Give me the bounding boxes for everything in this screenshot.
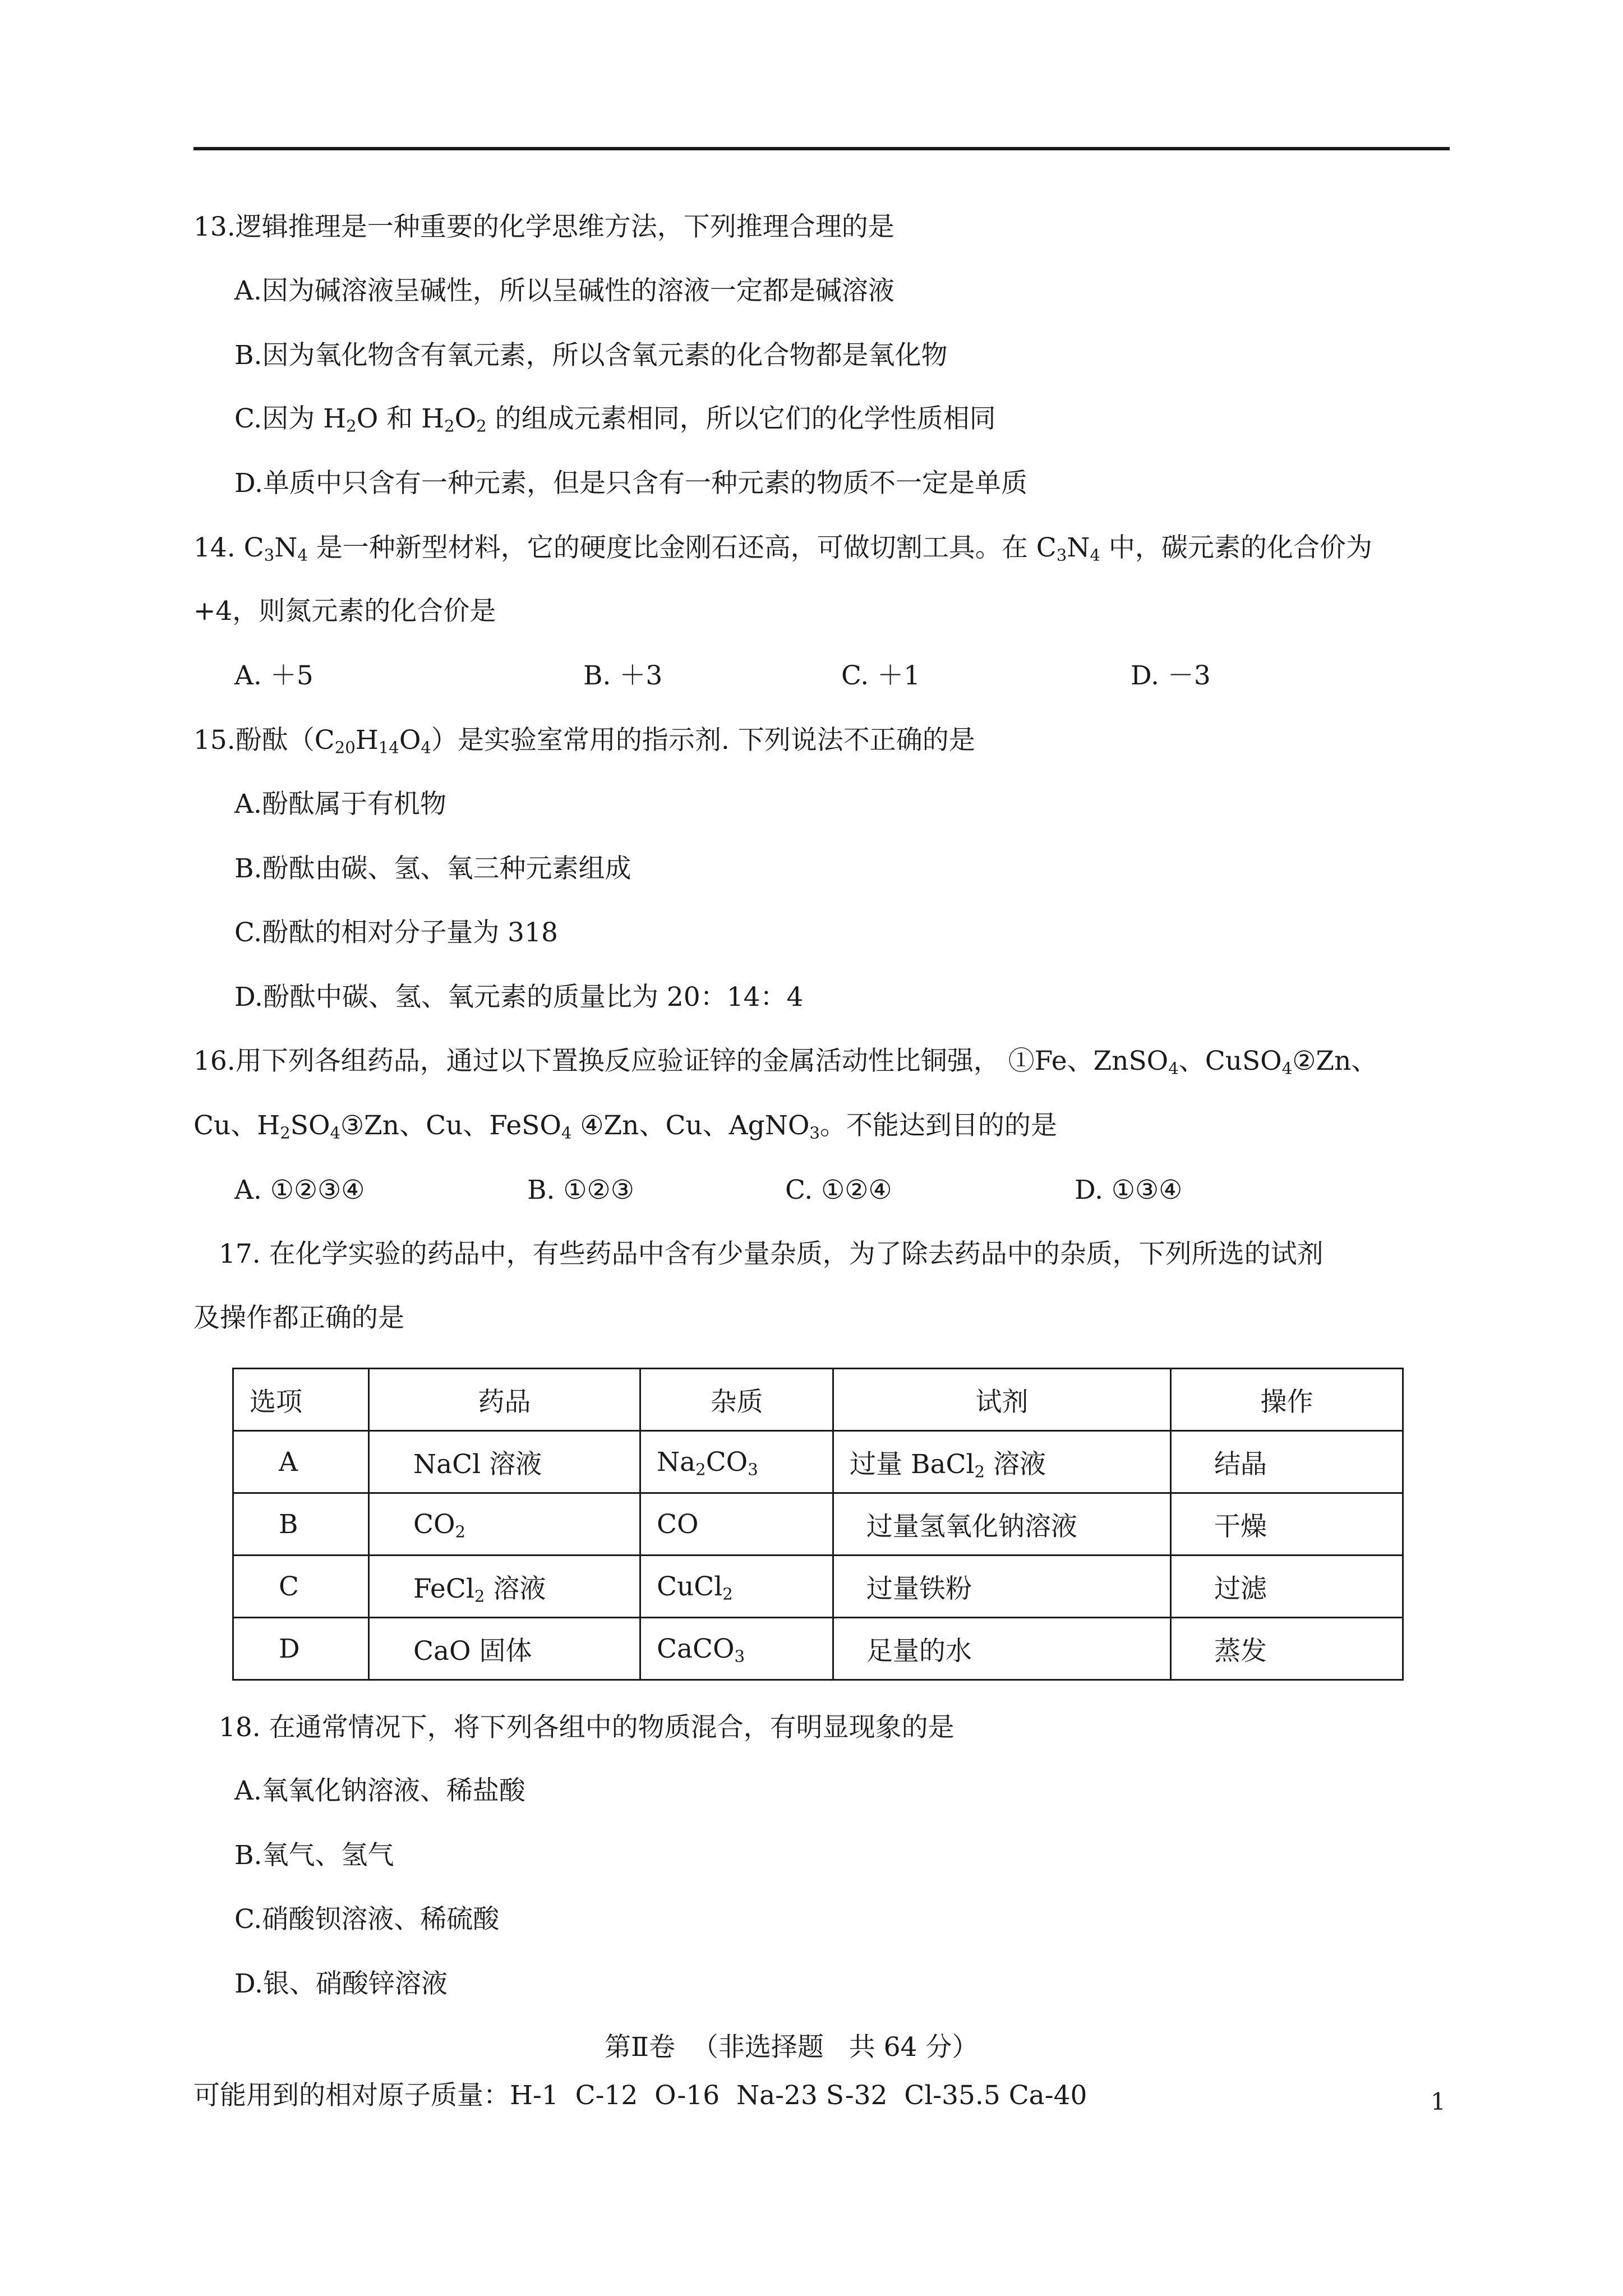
q15-option-c: C.酚酞的相对分子量为 318: [234, 917, 558, 948]
table-cell-reagent: 过量 BaCl$_2$ 溶液: [833, 1431, 1171, 1493]
q16-option-d: D. ①③④: [1075, 1175, 1183, 1205]
q13-stem: 13.逻辑推理是一种重要的化学思维方法，下列推理合理的是: [193, 211, 895, 242]
table-cell-reagent: 足量的水: [833, 1618, 1171, 1680]
q16-stem-line1: 16.用下列各组药品，通过以下置换反应验证锌的金属活动性比铜强， ①Fe、ZnSO$_4$、CuSO$_4$②Zn、: [193, 1046, 1378, 1078]
q14-option-a: A. ＋5: [234, 660, 313, 691]
table-cell-option: B: [233, 1493, 369, 1556]
table-cell-reagent: 过量氢氧化钠溶液: [833, 1493, 1171, 1556]
table-header-cell: 杂质: [640, 1369, 833, 1431]
q18-option-b: B.氧气、氢气: [234, 1840, 394, 1871]
table-cell-operation: 结晶: [1171, 1431, 1403, 1493]
table-cell-operation: 蒸发: [1171, 1618, 1403, 1680]
q16-option-c: C. ①②④: [785, 1175, 892, 1205]
table-row: [233, 1618, 1403, 1680]
q18-option-c: C.硝酸钡溶液、稀硫酸: [234, 1904, 500, 1935]
table-cell-operation: 过滤: [1171, 1556, 1403, 1618]
table-cell-impurity: CuCl$_2$: [640, 1556, 833, 1618]
table-header-cell: 试剂: [833, 1369, 1171, 1431]
q18-option-d: D.银、硝酸锌溶液: [234, 1968, 448, 1999]
atomic-masses-line: 可能用到的相对原子质量：H-1 C-12 O-16 Na-23 S-32 Cl-35.5 Ca-40: [193, 2080, 1087, 2111]
table-cell-operation: 干燥: [1171, 1493, 1403, 1556]
page-number: 1: [1431, 2088, 1446, 2115]
table-cell-reagent: 过量铁粉: [833, 1556, 1171, 1618]
q17-stem-line2: 及操作都正确的是: [193, 1303, 404, 1333]
q14-stem-line1: 14. $C_3N_4$ 是一种新型材料，它的硬度比金刚石还高，可做切割工具。在 $C_3N_4$ 中，碳元素的化合价为: [193, 532, 1372, 565]
q15-option-b: B.酚酞由碳、氢、氧三种元素组成: [234, 853, 631, 884]
q14-stem-line2: +4，则氮元素的化合价是: [193, 596, 496, 627]
table-cell-impurity: $Na_2CO_3$: [640, 1431, 833, 1493]
q14-option-c: C. ＋1: [841, 660, 921, 691]
q16-stem-line2: Cu、$H_2SO_4③Zn$、Cu、FeSO$_4$ ④Zn、Cu、AgNO$_3$。不能达到目的的是: [193, 1110, 1057, 1143]
table-cell-drug: FeCl$_2$ 溶液: [369, 1556, 640, 1618]
table-cell-impurity: CaCO$_3$: [640, 1618, 833, 1680]
table-header-cell: 选项: [233, 1369, 369, 1431]
q16-option-a: A. ①②③④: [234, 1175, 365, 1205]
q16-option-b: B. ①②③: [527, 1175, 634, 1205]
section-2-title: 第Ⅱ卷 （非选择题 共 64 分）: [605, 2032, 979, 2063]
header-rule: [193, 147, 1450, 150]
q14-option-d: D. －3: [1131, 660, 1211, 691]
table-cell-drug: CaO 固体: [369, 1618, 640, 1680]
q14-option-b: B. ＋3: [583, 660, 663, 691]
q18-option-a: A.氧氧化钠溶液、稀盐酸: [234, 1775, 525, 1806]
q17-stem-line1: 17. 在化学实验的药品中，有些药品中含有少量杂质，为了除去药品中的杂质，下列所选的试剂: [219, 1239, 1324, 1269]
q13-option-d: D.单质中只含有一种元素，但是只含有一种元素的物质不一定是单质: [234, 468, 1027, 499]
q17-table: [232, 1368, 1404, 1681]
table-row: [233, 1493, 1403, 1556]
q13-option-a: A.因为碱溶液呈碱性，所以呈碱性的溶液一定都是碱溶液: [234, 275, 895, 306]
q15-option-a: A.酚酞属于有机物: [234, 789, 446, 820]
q13-option-b: B.因为氧化物含有氧元素，所以含氧元素的化合物都是氧化物: [234, 340, 948, 371]
table-cell-option: D: [233, 1618, 369, 1680]
q13-option-c: C.因为 $H_2O$ 和 $H_2O_2$ 的组成元素相同，所以它们的化学性质相同: [234, 403, 996, 436]
table-cell-option: A: [233, 1431, 369, 1493]
table-header-row: [233, 1369, 1403, 1431]
table-row: [233, 1431, 1403, 1493]
q15-option-d: D.酚酞中碳、氢、氧元素的质量比为 20：14：4: [234, 982, 804, 1013]
table-cell-option: C: [233, 1556, 369, 1618]
table-cell-impurity: CO: [640, 1493, 833, 1556]
table-row: [233, 1556, 1403, 1618]
table-header-cell: 操作: [1171, 1369, 1403, 1431]
q18-stem: 18. 在通常情况下，将下列各组中的物质混合，有明显现象的是: [219, 1712, 955, 1743]
table-cell-drug: $CO_2$: [369, 1493, 640, 1556]
table-cell-drug: NaCl 溶液: [369, 1431, 640, 1493]
table-header-cell: 药品: [369, 1369, 640, 1431]
q15-stem: 15.酚酞$(C_{20}H_{14}O_4)$是实验室常用的指示剂. 下列说法不正确的是: [193, 725, 975, 757]
